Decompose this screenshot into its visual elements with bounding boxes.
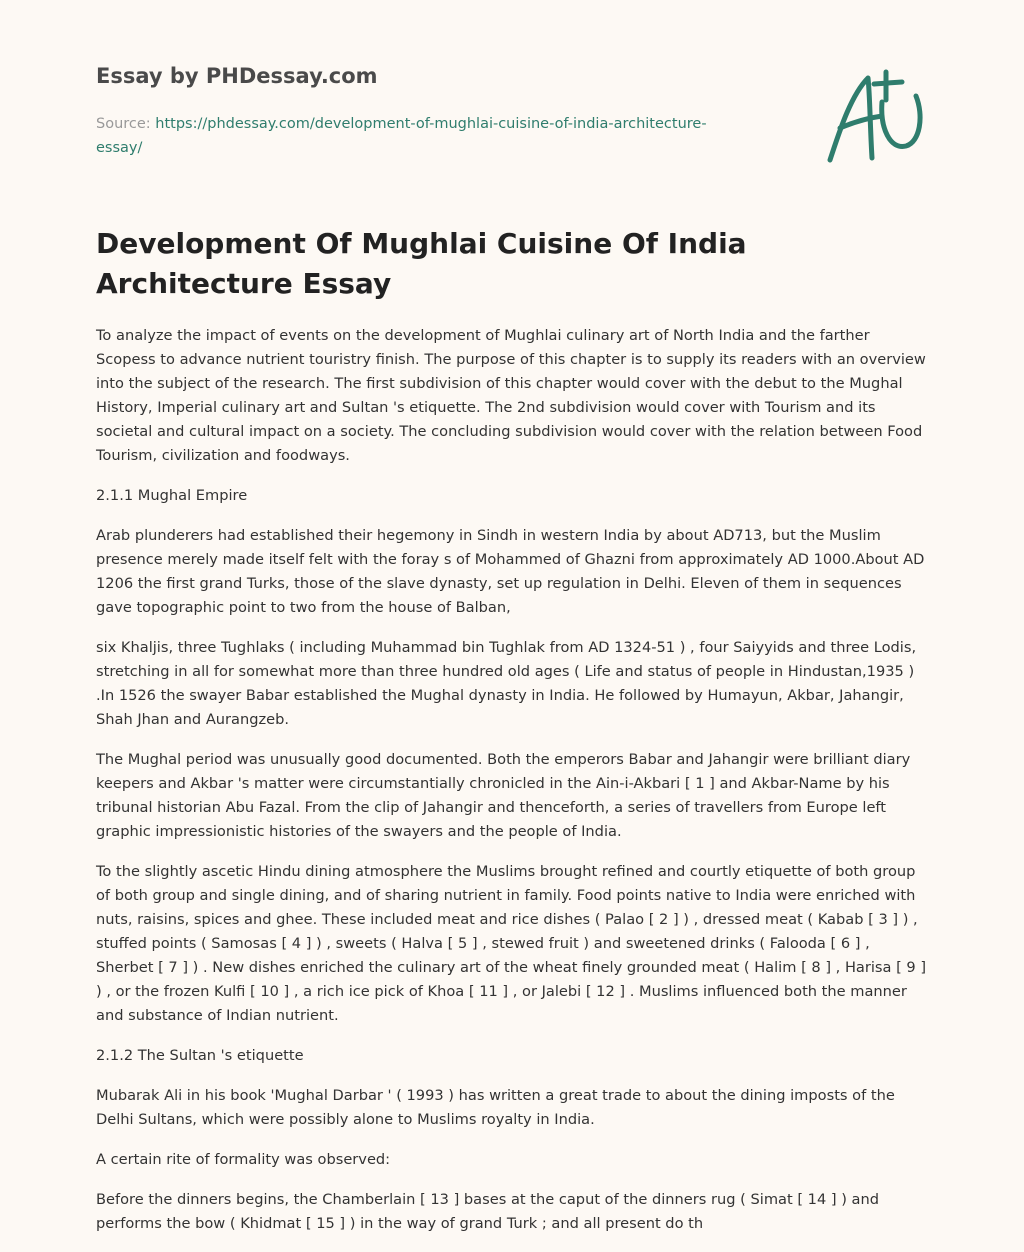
source-link[interactable]: https://phdessay.com/development-of-mughlai-cuisine-of-india-architecture-essay/ bbox=[96, 116, 707, 156]
paragraph: six Khaljis, three Tughlaks ( including Muhammad bin Tughlak from AD 1324-51 ) , four Saiyyids and three Lodis, stretching in all for somewhat more than three hundred old ages ( Life and status of people in Hindustan,1935 ) .In 1526 the swayer Babar established the Mughal dynasty in India. He followed by Humayun, Akbar, Jahangir, Shah Jhan and Aurangzeb. bbox=[96, 639, 917, 728]
a-plus-logo-icon bbox=[820, 66, 930, 166]
source-line bbox=[96, 112, 746, 160]
paragraph: To analyze the impact of events on the development of Mughlai culinary art of North India and the farther Scopess to advance nutrient touristry finish. The purpose of this chapter is to supply its readers with an overview into the subject of the research. The first subdivision of this chapter would cover with the debut to the Mughal History, Imperial culinary art and Sultan 's etiquette. The 2nd subdivision would cover with Tourism and its societal and cultural impact on a society. The concluding subdivision would cover with the relation between Food Tourism, civilization and foodways. bbox=[96, 327, 926, 464]
paragraph: Before the dinners begins, the Chamberlain [ 13 ] bases at the caput of the dinners rug ( Simat [ 14 ] ) and performs the bow ( Khidmat [ 15 ] ) in the way of grand Turk ; and all present do th bbox=[96, 1191, 879, 1232]
brand-title: Essay by PHDessay.com bbox=[96, 64, 378, 88]
section-heading: 2.1.2 The Sultan 's etiquette bbox=[96, 1047, 304, 1064]
essay-content bbox=[96, 324, 928, 1252]
essay-title: Development Of Mughlai Cuisine Of India Architecture Essay bbox=[96, 227, 747, 300]
section-heading: 2.1.1 Mughal Empire bbox=[96, 487, 248, 504]
source-label: Source: bbox=[96, 116, 156, 132]
paragraph: Arab plunderers had established their hegemony in Sindh in western India by about AD713, but the Muslim presence merely made itself felt with the foray s of Mohammed of Ghazni from approximately AD 1000.About AD 1206 the first grand Turks, those of the slave dynasty, set up regulation in Delhi. Eleven of them in sequences gave topographic point to two from the house of Balban, bbox=[96, 527, 925, 616]
paragraph: The Mughal period was unusually good documented. Both the emperors Babar and Jahangir were brilliant diary keepers and Akbar 's matter were circumstantially chronicled in the Ain-i-Akbari [ 1 ] and Akbar-Name by his tribunal historian Abu Fazal. From the clip of Jahangir and thenceforth, a series of travellers from Europe left graphic impressionistic histories of the swayers and the people of India. bbox=[96, 751, 911, 840]
paragraph: A certain rite of formality was observed: bbox=[96, 1151, 391, 1168]
paragraph: Mubarak Ali in his book 'Mughal Darbar ' ( 1993 ) has written a great trade to about the dining imposts of the Delhi Sultans, which were possibly alone to Muslims royalty in India. bbox=[96, 1087, 895, 1128]
paragraph: To the slightly ascetic Hindu dining atmosphere the Muslims brought refined and courtly etiquette of both group of both group and single dining, and of sharing nutrient in family. Food points native to India were enriched with nuts, raisins, spices and ghee. These included meat and rice dishes ( Palao [ 2 ] ) , dressed meat ( Kabab [ 3 ] ) , stuffed points ( Samosas [ 4 ] ) , sweets ( Halva [ 5 ] , stewed fruit ) and sweetened drinks ( Falooda [ 6 ] , Sherbet [ 7 ] ) . New dishes enriched the culinary art of the wheat finely grounded meat ( Halim [ 8 ] , Harisa [ 9 ] ) , or the frozen Kulfi [ 10 ] , a rich ice pick of Khoa [ 11 ] , or Jalebi [ 12 ] . Muslims influenced both the manner and substance of Indian nutrient. bbox=[96, 863, 927, 1024]
